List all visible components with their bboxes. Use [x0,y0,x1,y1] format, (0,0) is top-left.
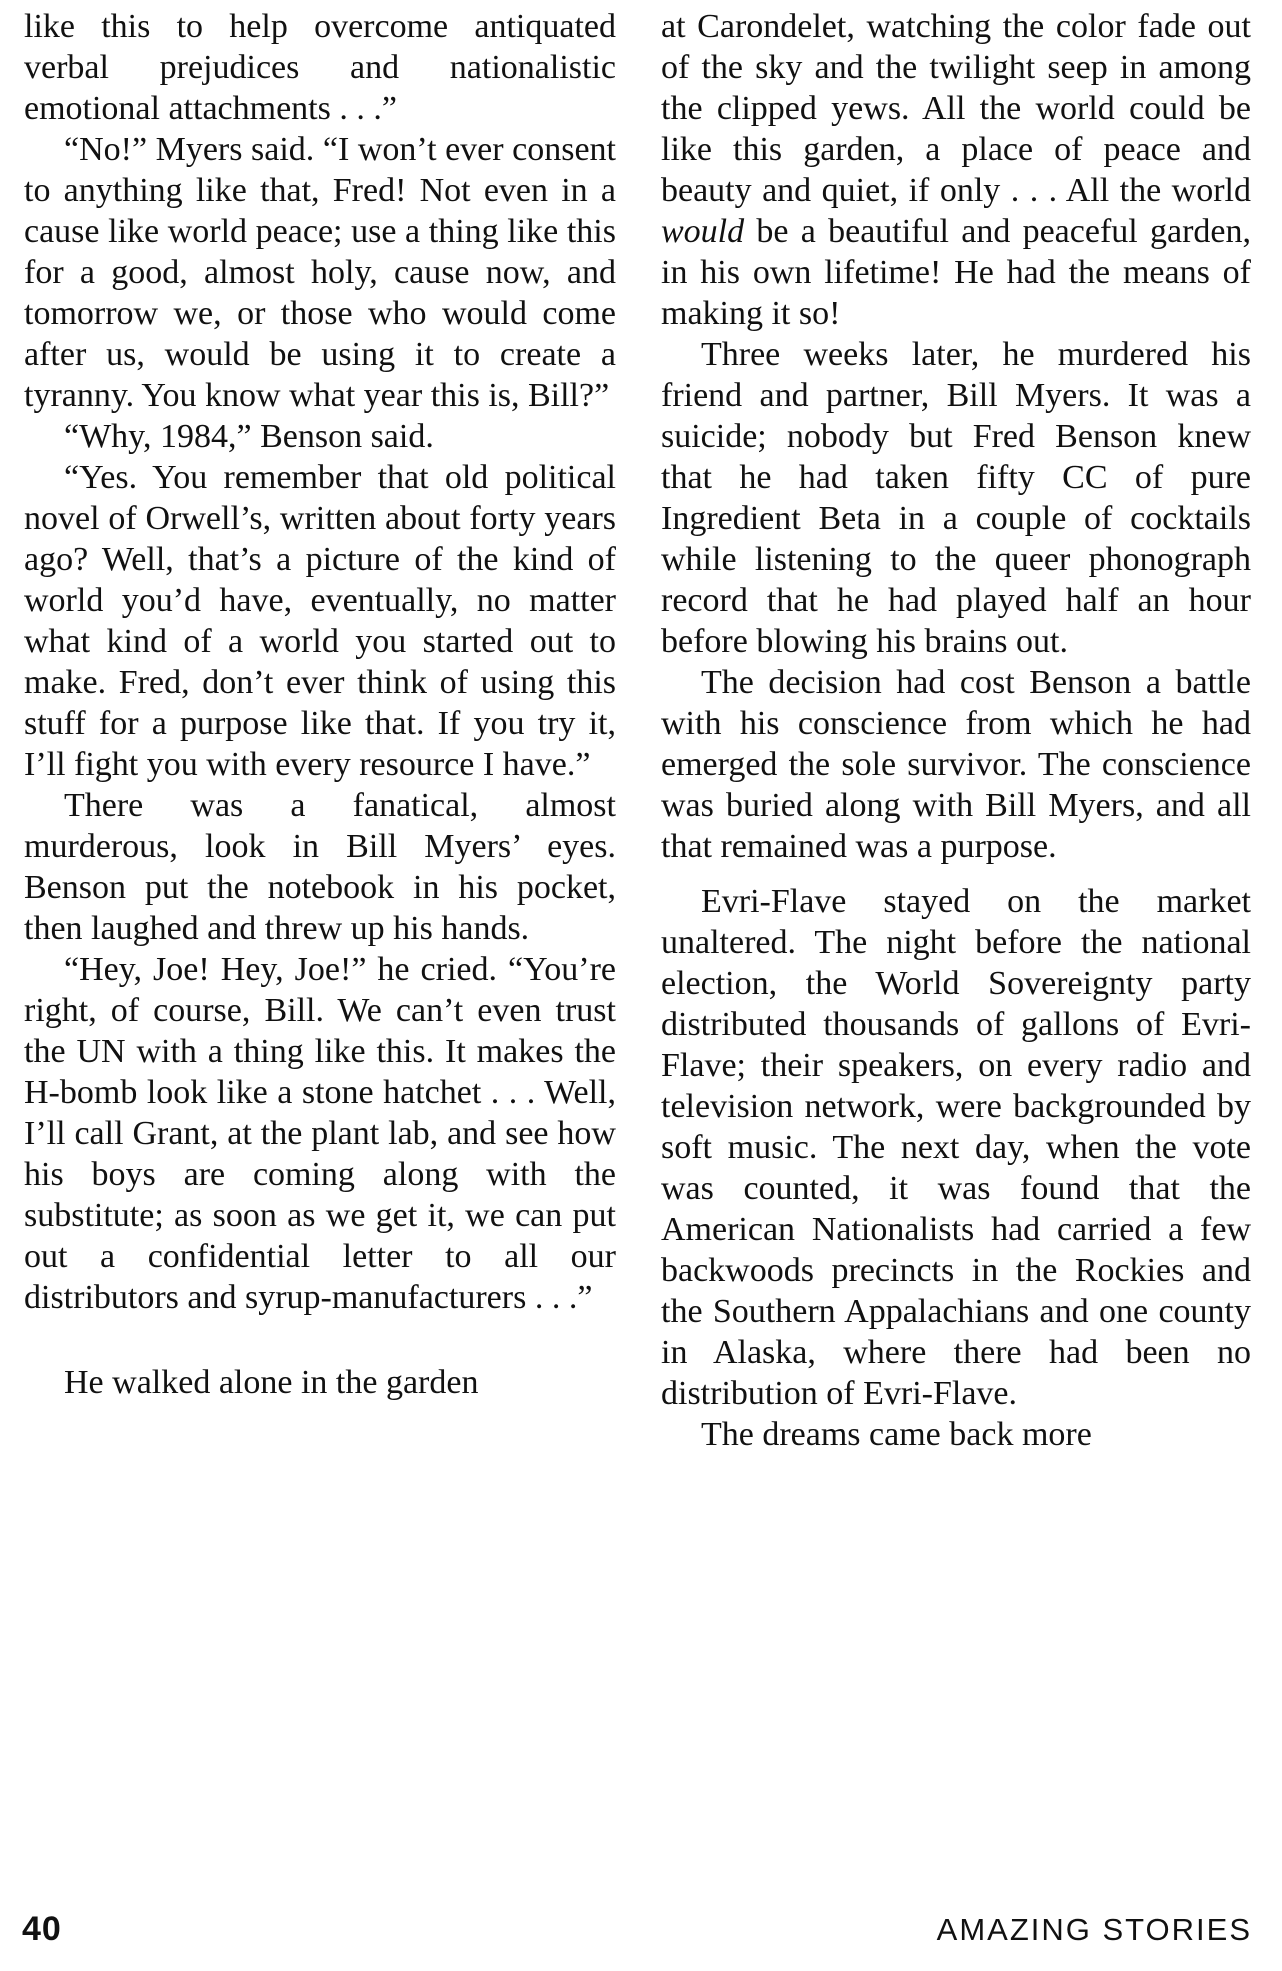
paragraph: “No!” Myers said. “I won’t ever consent to anything like that, Fred! Not even in a cause like world peace; use a thing like this for a good, almost holy, cause now, and tomorrow we, or those who would come after us, would be using it to create a tyranny. You know what year this is, Bill?” [24,131,616,414]
running-footer-title: AMAZING STORIES [936,1912,1252,1947]
right-text-column [661,6,1251,1455]
paragraph: “Why, 1984,” Benson said. [64,418,434,455]
paragraph: He walked alone in the garden [64,1364,479,1401]
paragraph: “Hey, Joe! Hey, Joe!” he cried. “You’re right, of course, Bill. We can’t even trust the UN with a thing like this. It makes the H-bomb look like a stone hatchet . . . Well, I’ll call Grant, at the plant lab, and see how his boys are coming along with the substitute; as soon as we get it, we can put out a confidential letter to all our distributors and syrup-manufacturers . . .” [24,951,616,1316]
emphasized-word: would [661,213,745,250]
paragraph: Evri-Flave stayed on the market unaltered. The night before the national election, the World Sovereignty party distributed thousands of gallons of Evri-Flave; their speakers, on every radio and television network, were backgrounded by soft music. The next day, when the vote was counted, it was found that the American Nationalists had carried a few backwoods precincts in the Rockies and the Southern Appalachians and one county in Alaska, where there had been no distribution of Evri-Flave. [661,883,1251,1412]
paragraph-text: at Carondelet, watching the color fade out of the sky and the twilight seep in among the clipped yews. All the world could be like this garden, a place of peace and beauty and quiet, if only . . . All the world [661,8,1251,209]
paragraph: “Yes. You remember that old political novel of Orwell’s, written about forty years ago? Well, that’s a picture of the kind of world you’d have, eventually, no matter what kind of a world you started out to make. Fred, don’t ever think of using this stuff for a purpose like that. If you try it, I’ll fight you with every resource I have.” [24,459,616,783]
paragraph: The decision had cost Benson a battle with his conscience from which he had emerged the sole survivor. The conscience was buried along with Bill Myers, and all that remained was a purpose. [661,664,1251,865]
paragraph: There was a fanatical, almost murderous, look in Bill Myers’ eyes. Benson put the notebook in his pocket, then laughed and threw up his hands. [24,787,616,947]
paragraph [661,6,1251,334]
paragraph: like this to help overcome antiquated verbal prejudices and nationalistic emotional attachments . . .” [24,8,616,127]
paragraph-text: be a beautiful and peaceful garden, in his own lifetime! He had the means of making it so! [661,213,1251,332]
left-text-column [24,6,616,1403]
paragraph: Three weeks later, he murdered his friend and partner, Bill Myers. It was a suicide; nobody but Fred Benson knew that he had taken fifty CC of pure Ingredient Beta in a couple of cocktails while listening to the queer phonograph record that he had played half an hour before blowing his brains out. [661,336,1251,660]
paragraph: The dreams came back more [701,1416,1092,1453]
page-number: 40 [22,1910,62,1948]
